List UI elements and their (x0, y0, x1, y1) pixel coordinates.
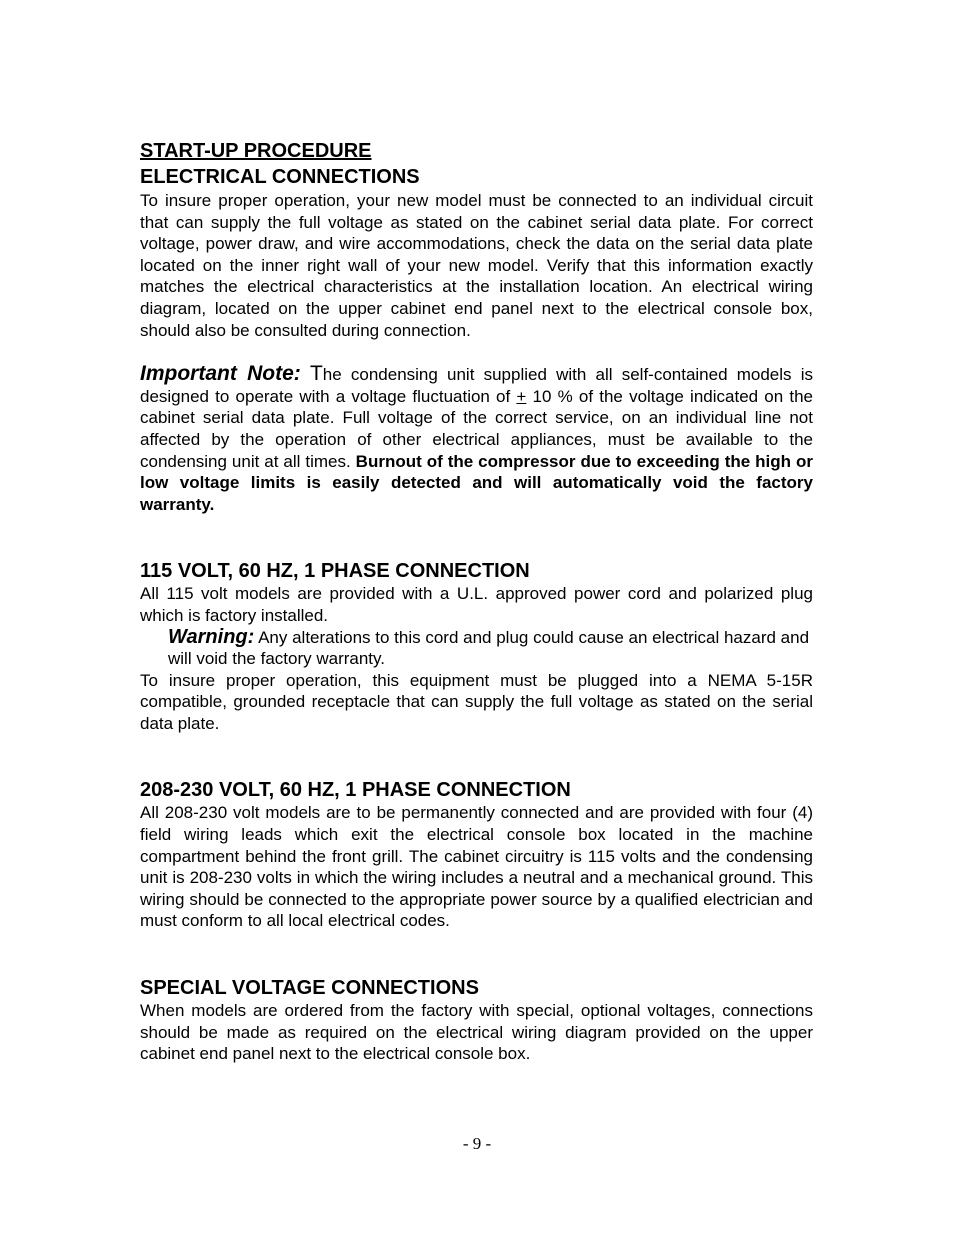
208-230-volt-heading: 208-230 VOLT, 60 HZ, 1 PHASE CONNECTION (140, 779, 571, 802)
page-title: START-UP PROCEDURE (140, 140, 372, 162)
warning-label: Warning: (168, 625, 255, 648)
document-page (140, 138, 813, 1065)
important-note-text-2: 10 % of the voltage indicated on the cabinet serial data plate. Full voltage of the correct service, on an individual line not affected by the operation of other electrical appliances, must be available to the condensing unit at all times. (140, 386, 813, 471)
important-note-text-1: he condensing unit supplied with all self-contained models is designed to operate with a voltage fluctuation of (140, 365, 813, 406)
special-voltage-body: When models are ordered from the factory with special, optional voltages, connections should be made as required on the electrical wiring diagram provided on the upper cabinet end panel next to the electrical console box. (140, 1001, 813, 1064)
electrical-connections-heading: ELECTRICAL CONNECTIONS (140, 166, 420, 188)
page-number: - 9 - (462, 1134, 492, 1153)
warning-paragraph (168, 627, 813, 670)
115-volt-heading: 115 VOLT, 60 HZ, 1 PHASE CONNECTION (140, 560, 530, 583)
important-note-label: Important Note: (140, 362, 301, 386)
special-voltage-heading: SPECIAL VOLTAGE CONNECTIONS (140, 977, 479, 1000)
important-note-first-letter: T (309, 362, 323, 386)
important-note-paragraph (140, 363, 813, 515)
warning-text: Any alterations to this cord and plug could cause an electrical hazard and will void the factory warranty. (168, 627, 810, 669)
important-note-warning-text: Burnout of the compressor due to exceeding the high or low voltage limits is easily detected and will automatically void the factory warranty. (140, 451, 813, 514)
electrical-connections-body: To insure proper operation, your new model must be connected to an individual circuit that can supply the full voltage as stated on the cabinet serial data plate. For correct voltage, power draw, and wire accommodations, check the data on the serial data plate located on the inner right wall of your new model. Verify that this information exactly matches the electrical characteristics at the installation location. An electrical wiring diagram, located on the upper cabinet end panel next to the electrical console box, should also be consulted during connection. (140, 191, 813, 340)
115-volt-body-2: To insure proper operation, this equipment must be plugged into a NEMA 5-15R compatible, grounded receptacle that can supply the full voltage as stated on the serial data plate. (140, 670, 813, 733)
115-volt-body: All 115 volt models are provided with a U.L. approved power cord and polarized plug which is factory installed. (140, 584, 813, 625)
208-230-volt-body: All 208-230 volt models are to be permanently connected and are provided with four (4) field wiring leads which exit the electrical console box located in the machine compartment behind the front grill. The cabinet circuitry is 115 volts and the condensing unit is 208-230 volts in which the wiring includes a neutral and a mechanical ground. This wiring should be connected to the appropriate power source by a qualified electrician and must conform to all local electrical codes. (140, 803, 813, 931)
plus-minus-symbol: + (516, 386, 527, 406)
